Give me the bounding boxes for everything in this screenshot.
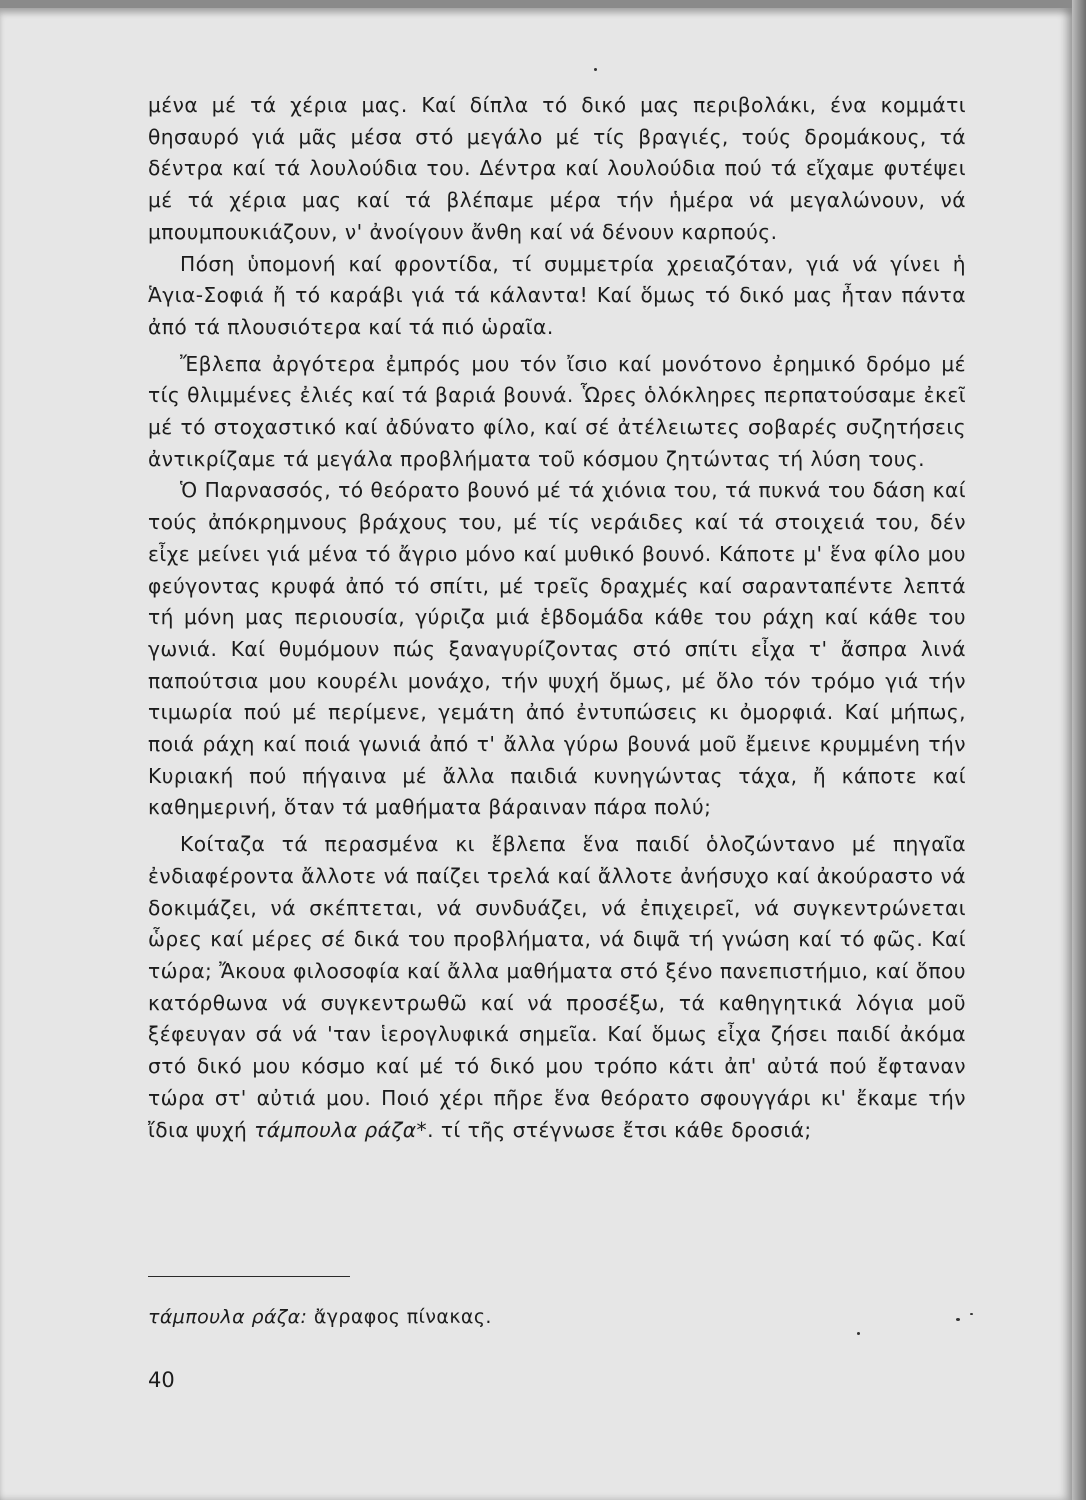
paragraph-5 xyxy=(148,829,966,1146)
paragraph-4: Ὁ Παρνασσός, τό θεόρατο βουνό μέ τά χιόνια του, τά πυκνά του δάση καί τούς ἀπόκρημνους βράχους του, μέ τίς νεράιδες καί τά στοιχειά του, δέν εἶχε μείνει γιά μένα τό ἄγριο μόνο καί μυθικό βουνό. Κάποτε μ' ἕνα φίλο μου φεύγοντας κρυφά ἀπό τό σπίτι, μέ τρεῖς δραχμές καί σαρανταπέντε λεπτά τή μόνη μας περιουσία, γύριζα μιά ἑβδομάδα κάθε του ράχη καί κάθε του γωνιά. Καί θυμόμουν πώς ξαναγυρίζοντας στό σπίτι εἶχα τ' ἄσπρα λινά παπούτσια μου κουρέλι μονάχο, τήν ψυχή ὅμως, μέ ὅλο τόν τρόμο γιά τήν τιμωρία πού μέ περίμενε, γεμάτη ἀπό ἐντυπώσεις κι ὀμορφιά. Καί μήπως, ποιά ράχη καί ποιά γωνιά ἀπό τ' ἄλλα γύρω βουνά μοῦ ἔμεινε κρυμμένη τήν Κυριακή πού πήγαινα μέ ἄλλα παιδιά κυνηγώντας τάχα, ἤ κάποτε καί καθημερινή, ὅταν τά μαθήματα βάραιναν πάρα πολύ; xyxy=(148,478,966,820)
paragraph-5-main: Κοίταζα τά περασμένα κι ἔβλεπα ἕνα παιδί ὁλοζώντανο μέ πηγαῖα ἐνδιαφέροντα ἄλλοτε νά παίζει τρελά καί ἄλλοτε ἀνήσυχο καί ἀκούραστο νά δοκιμάζει, νά σκέπτεται, νά συνδυάζει, νά ἐπιχειρεῖ, νά συγκεντρώνεται ὧρες καί μέρες σέ δικά του προβλήματα, νά διψᾶ τή γνώση καί τό φῶς. Καί τώρα; Ἄκουα φιλοσοφία καί ἄλλα μαθήματα στό ξένο πανεπιστήμιο, καί ὅπου κατόρθωνα νά συγκεντρωθῶ καί νά προσέξω, τά καθηγητικά λόγια μοῦ ξέφευγαν σά νά 'ταν ἱερογλυφικά σημεῖα. Καί ὅμως εἶχα ζήσει παιδί ἀκόμα στό δικό μου κόσμο καί μέ τό δικό μου τρόπο κάτι ἀπ' αὐτά πού ἔφταναν τώρα στ' αὐτιά μου. Ποιό χέρι πῆρε ἕνα θεόρατο σφουγγάρι κι' ἔκαμε τήν ἴδια ψυχή xyxy=(148,832,966,1142)
scan-speck xyxy=(956,1318,960,1321)
footnote-divider xyxy=(148,1276,350,1277)
footnote xyxy=(148,1304,848,1330)
scan-speck xyxy=(857,1332,860,1335)
paragraph-3: Ἔβλεπα ἀργότερα ἐμπρός μου τόν ἴσιο καί μονότονο ἐρημικό δρόμο μέ τίς θλιμμένες ἐλιές καί τά βαριά βουνά. Ὧρες ὁλόκληρες περπατούσαμε ἐκεῖ μέ τό στοχαστικό καί ἀδύνατο φίλο, καί σέ ἀτέλειωτες σοβαρές συζητήσεις ἀντικρίζαμε τά μεγάλα προβλήματα τοῦ κόσμου ζητώντας τή λύση τους. xyxy=(148,351,966,471)
footnote-term: τάμπουλα ράζα: xyxy=(148,1306,308,1328)
paragraph-2: Πόση ὑπομονή καί φροντίδα, τί συμμετρία χρειαζόταν, γιά νά γίνει ἡ Ἁγια-Σοφιά ἤ τό καράβι γιά τά κάλαντα! Καί ὅμως τό δικό μας ἦταν πάντα ἀπό τά πλουσιότερα καί τά πιό ὡραῖα. xyxy=(148,251,966,339)
page-number: 40 xyxy=(148,1368,175,1392)
body-text xyxy=(148,90,966,1146)
paragraph-1: μένα μέ τά χέρια μας. Καί δίπλα τό δικό μας περιβολάκι, ένα κομμάτι θησαυρό γιά μᾶς μέσα στό μεγάλο μέ τίς βραγιές, τούς δρομάκους, τά δέντρα καί τά λουλούδια του. Δέντρα καί λουλούδια πού τά εἴχαμε φυτέψει μέ τά χέρια μας καί τά βλέπαμε μέρα τήν ἡμέρα νά μεγαλώνουν, νά μπουμπουκιάζουν, ν' ἀνοίγουν ἄνθη καί νά δένουν καρπούς. xyxy=(148,93,966,244)
scan-speck xyxy=(970,1313,973,1315)
scan-speck xyxy=(594,68,597,71)
scan-edge xyxy=(1072,0,1086,1500)
paragraph-5-term: τάμπουλα ράζα* xyxy=(254,1117,428,1142)
paragraph-5-end: . τί τῆς στέγνωσε ἔτσι κάθε δροσιά; xyxy=(427,1117,812,1142)
footnote-definition: ἄγραφος πίνακας. xyxy=(307,1306,492,1328)
